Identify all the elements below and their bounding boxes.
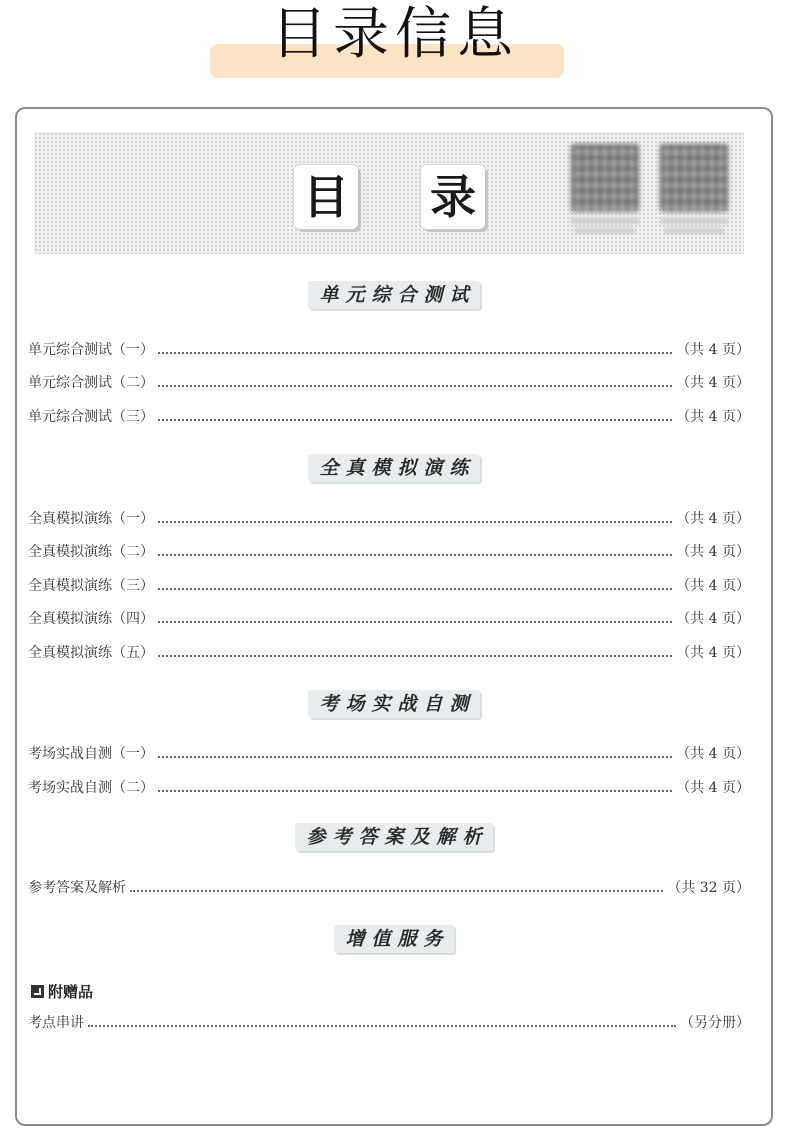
toc-entry[interactable] <box>28 575 750 597</box>
qr-code-image <box>660 144 728 212</box>
subheading-label: 附赠品 <box>48 983 94 1001</box>
toc-entry-pages: （共 4 页） <box>676 511 750 527</box>
dot-leader <box>158 587 672 590</box>
toc-entry[interactable] <box>28 508 750 530</box>
toc-entry-pages: （共 4 页） <box>676 645 750 661</box>
dot-leader <box>158 755 672 758</box>
section-title-unit-tests: 单元综合测试 <box>17 280 771 307</box>
toc-entry-pages: （共 4 页） <box>676 578 750 594</box>
toc-entry-pages: （共 4 页） <box>676 611 750 627</box>
banner-title-char-2: 录 <box>421 165 485 229</box>
banner-title-char-1: 目 <box>294 165 358 229</box>
dot-leader <box>130 889 663 892</box>
toc-entry-label: 全真模拟演练（三） <box>28 578 154 594</box>
toc-entry[interactable] <box>28 339 750 361</box>
toc-entry-pages: （共 4 页） <box>676 342 750 358</box>
toc-entry-label: 参考答案及解析 <box>28 880 126 896</box>
toc-entry-label: 单元综合测试（三） <box>28 409 154 425</box>
dot-leader <box>158 418 672 421</box>
qr-caption-blurred <box>575 228 635 234</box>
dot-leader <box>158 789 672 792</box>
toc-entry[interactable] <box>28 406 750 428</box>
toc-entry-label: 考场实战自测（一） <box>28 746 154 762</box>
toc-entry-pages: （共 4 页） <box>676 780 750 796</box>
catalog-banner <box>34 132 744 254</box>
toc-entry-label: 单元综合测试（二） <box>28 375 154 391</box>
toc-entry-label: 全真模拟演练（二） <box>28 544 154 560</box>
dot-leader <box>158 620 672 623</box>
section-title-mock-exams: 全真模拟演练 <box>17 453 771 480</box>
toc-entry[interactable] <box>28 608 750 630</box>
toc-entry[interactable] <box>28 777 750 799</box>
qr-caption-blurred <box>660 218 728 224</box>
toc-entry[interactable] <box>28 541 750 563</box>
qr-code-image <box>571 144 639 212</box>
toc-entry[interactable] <box>28 877 750 899</box>
toc-entry-label: 全真模拟演练（一） <box>28 511 154 527</box>
section-title-answers: 参考答案及解析 <box>17 822 771 849</box>
page-title: 目录信息 <box>271 2 519 67</box>
toc-entry[interactable] <box>28 1012 750 1034</box>
dot-leader <box>158 553 672 556</box>
dot-leader <box>158 384 672 387</box>
toc-entry-label: 考场实战自测（二） <box>28 780 154 796</box>
toc-entry-pages: （共 4 页） <box>676 544 750 560</box>
toc-entry-label: 单元综合测试（一） <box>28 342 154 358</box>
dot-leader <box>158 351 672 354</box>
qr-caption-blurred <box>664 228 724 234</box>
section-title-exam-self-tests: 考场实战自测 <box>17 689 771 716</box>
catalog-frame <box>15 107 773 1126</box>
dot-leader <box>158 520 672 523</box>
dot-leader <box>158 654 672 657</box>
section-title-value-added: 增值服务 <box>17 924 771 951</box>
toc-entry-label: 全真模拟演练（五） <box>28 645 154 661</box>
toc-entry-pages: （共 4 页） <box>676 375 750 391</box>
qr-caption-blurred <box>571 218 639 224</box>
toc-entry[interactable] <box>28 372 750 394</box>
toc-entry-pages: （另分册） <box>680 1015 750 1031</box>
page-header <box>0 0 790 100</box>
dot-leader <box>88 1024 676 1027</box>
subheading-bonus <box>31 981 93 1002</box>
toc-entry-label: 全真模拟演练（四） <box>28 611 154 627</box>
toc-entry[interactable] <box>28 743 750 765</box>
toc-entry[interactable] <box>28 642 750 664</box>
checkbox-square-icon <box>31 985 44 998</box>
toc-entry-label: 考点串讲 <box>28 1015 84 1031</box>
toc-entry-pages: （共 4 页） <box>676 409 750 425</box>
toc-entry-pages: （共 32 页） <box>667 880 750 896</box>
toc-entry-pages: （共 4 页） <box>676 746 750 762</box>
